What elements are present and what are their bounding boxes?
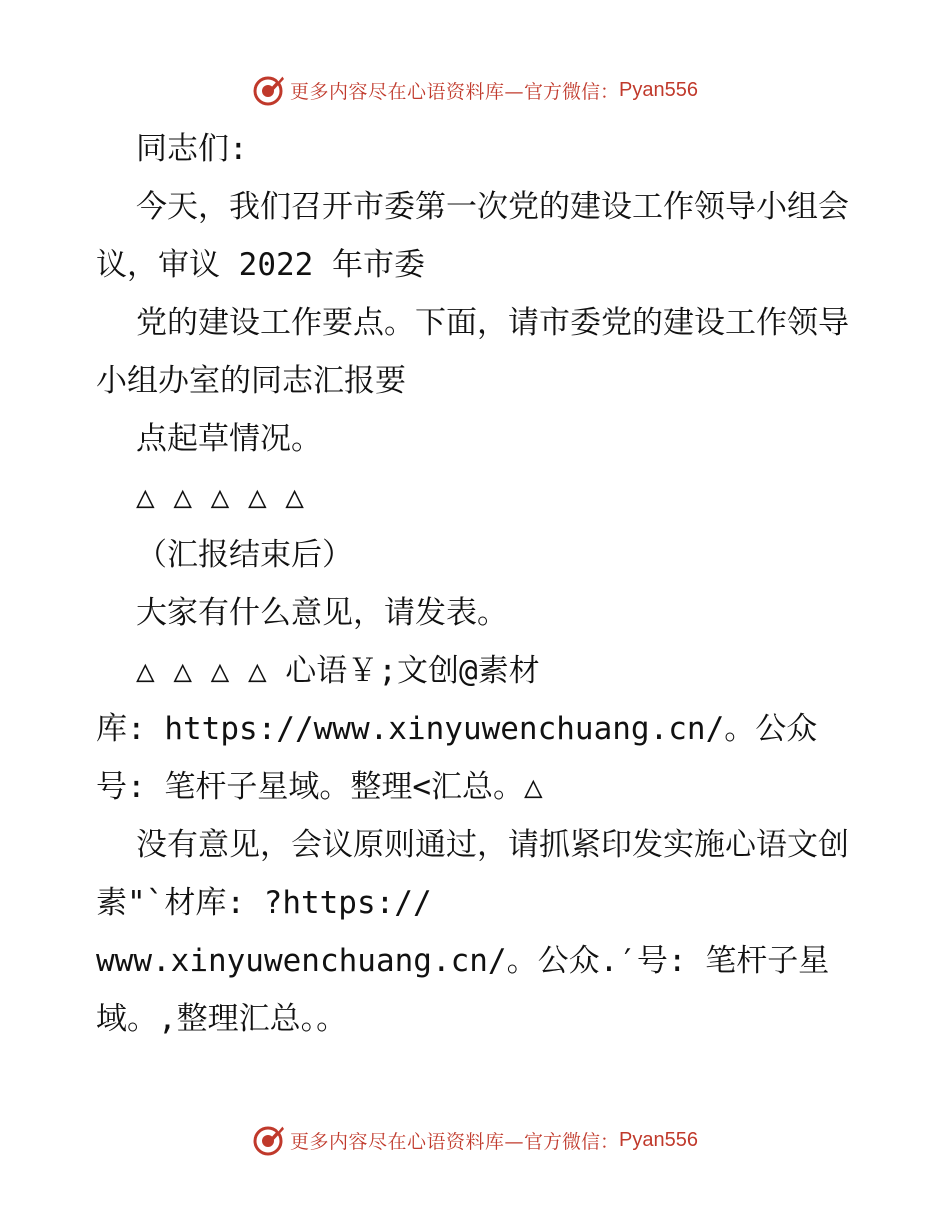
header-wechat-id: Pyan556 (619, 78, 698, 101)
quill-logo-icon (252, 73, 286, 107)
header-wechat-label: 官方微信： (524, 80, 620, 103)
triangle-separator-2: △ △ △ △ 心语￥;文创@素材 (136, 653, 540, 689)
salutation: 同志们: (136, 131, 248, 167)
paragraph-2: 党的建设工作要点。下面，请市委党的建设工作领导小组办室的同志汇报要 (96, 305, 849, 399)
document-body (96, 120, 856, 1048)
paragraph-4: 大家有什么意见，请发表。 (136, 595, 508, 631)
header-watermark (0, 70, 950, 110)
paragraph-5: 库: https://www.xinyuwenchuang.cn/。公众号: 笔杆子星域。整理<汇总。△ (96, 711, 818, 805)
paragraph-7: www.xinyuwenchuang.cn/。公众.′号: 笔杆子星域。,整理汇总。。 (96, 943, 830, 1037)
footer-watermark-text: 更多内容尽在心语资料库— (290, 1130, 525, 1153)
paragraph-6: 没有意见，会议原则通过，请抓紧印发实施心语文创素"`材库: ?https:// (96, 827, 849, 921)
paragraph-1: 今天，我们召开市委第一次党的建设工作领导小组会议，审议 2022 年市委 (96, 189, 849, 283)
triangle-separator-1: △ △ △ △ △ (136, 479, 304, 515)
stage-note: （汇报结束后） (136, 537, 353, 573)
footer-wechat-label: 官方微信： (524, 1130, 620, 1153)
footer-wechat-id: Pyan556 (619, 1128, 698, 1151)
header-watermark-text: 更多内容尽在心语资料库— (290, 80, 525, 103)
footer-watermark (0, 1120, 950, 1160)
quill-logo-icon (252, 1123, 286, 1157)
paragraph-3: 点起草情况。 (136, 421, 322, 457)
